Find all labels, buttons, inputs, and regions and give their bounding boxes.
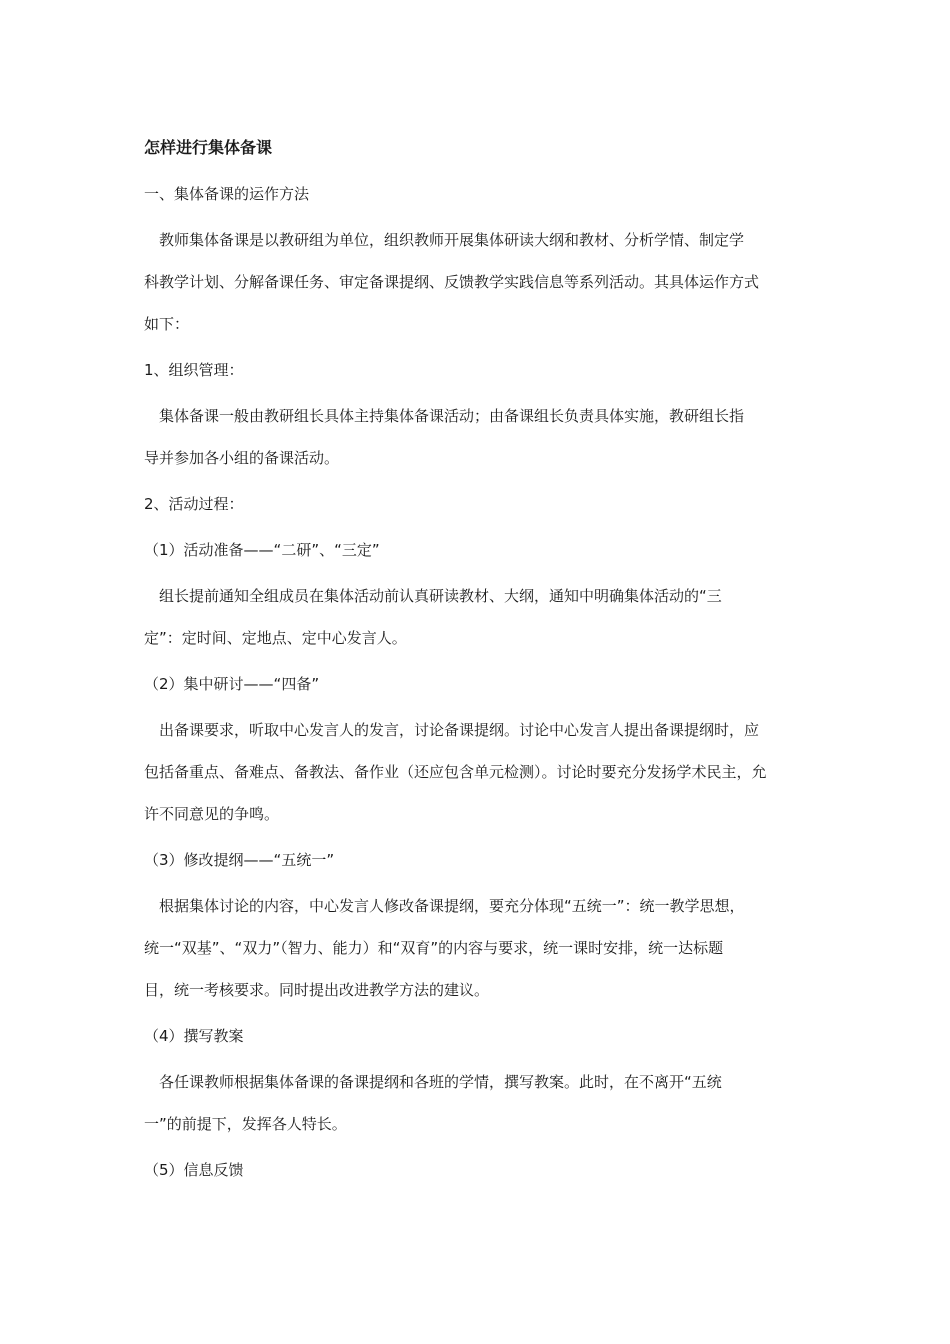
paragraph-line: 集体备课一般由教研组长具体主持集体备课活动；由备课组长负责具体实施，教研组长指 <box>144 407 745 425</box>
step-heading: （3）修改提纲——“五统一” <box>144 851 335 869</box>
paragraph-line: 一”的前提下，发挥各人特长。 <box>144 1115 347 1133</box>
item-heading: 2、活动过程： <box>144 495 244 513</box>
step-heading: （4）撰写教案 <box>144 1027 244 1045</box>
paragraph-line: 组长提前通知全组成员在集体活动前认真研读教材、大纲，通知中明确集体活动的“三 <box>144 587 722 605</box>
paragraph-line: 科教学计划、分解备课任务、审定备课提纲、反馈教学实践信息等系列活动。其具体运作方式 <box>144 273 760 291</box>
paragraph-line: 各任课教师根据集体备课的备课提纲和各班的学情，撰写教案。此时，在不离开“五统 <box>144 1073 722 1091</box>
step-heading: （2）集中研讨——“四备” <box>144 675 320 693</box>
step-paragraph <box>144 1061 812 1145</box>
section-heading: 一、集体备课的运作方法 <box>144 185 310 203</box>
paragraph-line: 导并参加各小组的备课活动。 <box>144 449 340 467</box>
document-body <box>144 136 812 1204</box>
step-paragraph <box>144 885 812 1011</box>
step-heading: （1）活动准备——“二研”、“三定” <box>144 541 380 559</box>
step-paragraph <box>144 709 812 835</box>
step-heading: （5）信息反馈 <box>144 1161 244 1179</box>
paragraph-line: 出备课要求，听取中心发言人的发言，讨论备课提纲。讨论中心发言人提出备课提纲时，应 <box>144 721 760 739</box>
paragraph-line: 如下： <box>144 315 190 333</box>
item-paragraph <box>144 395 812 479</box>
paragraph-line: 定”：定时间、定地点、定中心发言人。 <box>144 629 407 647</box>
intro-paragraph <box>144 219 812 345</box>
document-title: 怎样进行集体备课 <box>144 138 273 157</box>
item-heading: 1、组织管理： <box>144 361 244 379</box>
paragraph-line: 统一“双基”、“双力”（智力、能力）和“双育”的内容与要求，统一课时安排，统一达标题 <box>144 939 724 957</box>
step-paragraph <box>144 575 812 659</box>
paragraph-line: 教师集体备课是以教研组为单位，组织教师开展集体研读大纲和教材、分析学情、制定学 <box>144 231 745 249</box>
paragraph-line: 包括备重点、备难点、备教法、备作业（还应包含单元检测）。讨论时要充分发扬学术民主，允 <box>144 763 767 781</box>
paragraph-line: 许不同意见的争鸣。 <box>144 805 280 823</box>
paragraph-line: 根据集体讨论的内容，中心发言人修改备课提纲，要充分体现“五统一”：统一教学思想， <box>144 897 745 915</box>
paragraph-line: 目，统一考核要求。同时提出改进教学方法的建议。 <box>144 981 490 999</box>
